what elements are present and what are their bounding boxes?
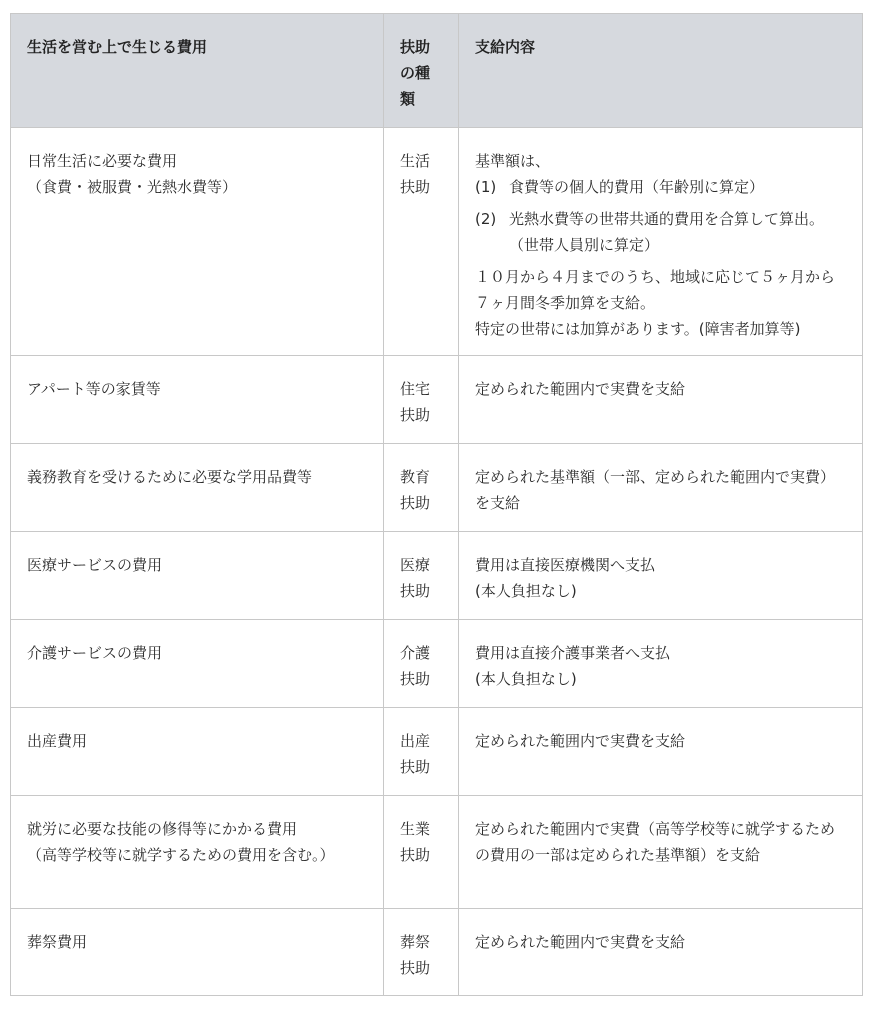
- table-row: [11, 128, 863, 356]
- expense-cell: アパート等の家賃等: [11, 356, 384, 444]
- table-row: [11, 796, 863, 909]
- benefit-line: 費用は直接医療機関へ支払: [475, 556, 656, 574]
- assistance-type-cell: 葬祭扶助: [384, 909, 459, 996]
- assistance-type-cell: 住宅扶助: [384, 356, 459, 444]
- table-row: [11, 444, 863, 532]
- benefit-item: [475, 174, 846, 200]
- table-row: [11, 620, 863, 708]
- expense-cell: 介護サービスの費用: [11, 620, 384, 708]
- benefit-note: 特定の世帯には加算があります。(障害者加算等): [475, 320, 801, 338]
- expense-cell: 葬祭費用: [11, 909, 384, 996]
- header-assistance-type: 扶助の種類: [384, 14, 459, 128]
- assistance-type-cell: 出産扶助: [384, 708, 459, 796]
- benefit-line: 費用は直接介護事業者へ支払: [475, 644, 671, 662]
- expense-cell: 医療サービスの費用: [11, 532, 384, 620]
- item-text: 光熱水費等の世帯共通的費用を合算して算出。（世帯人員別に算定）: [509, 210, 825, 254]
- item-text: 食費等の個人的費用（年齢別に算定）: [509, 178, 765, 196]
- benefit-line: (本人負担なし): [475, 670, 577, 688]
- assistance-type-cell: 医療扶助: [384, 532, 459, 620]
- benefit-item: [475, 206, 846, 258]
- benefit-content-cell: 定められた範囲内で実費（高等学校等に就学するための費用の一部は定められた基準額）を支給: [459, 796, 863, 909]
- expense-cell: [11, 128, 384, 356]
- assistance-type-cell: 生業扶助: [384, 796, 459, 909]
- assistance-type-cell: 教育扶助: [384, 444, 459, 532]
- benefit-content-cell: 定められた範囲内で実費を支給: [459, 909, 863, 996]
- header-benefit-content: 支給内容: [459, 14, 863, 128]
- expense-line: 就労に必要な技能の修得等にかかる費用: [27, 820, 298, 838]
- table-row: [11, 909, 863, 996]
- benefit-content-cell: [459, 128, 863, 356]
- expense-line: （高等学校等に就学するための費用を含む。）: [27, 846, 335, 864]
- item-number: (1): [475, 178, 497, 196]
- expense-line: （食費・被服費・光熱水費等）: [27, 178, 238, 196]
- item-number: (2): [475, 210, 497, 228]
- table-row: [11, 356, 863, 444]
- table-row: [11, 708, 863, 796]
- benefit-content-cell: [459, 620, 863, 708]
- table-row: [11, 532, 863, 620]
- assistance-table: [10, 13, 863, 996]
- benefit-content-cell: 定められた範囲内で実費を支給: [459, 356, 863, 444]
- benefit-note: １０月から４月までのうち、地域に応じて５ヶ月から７ヶ月間冬季加算を支給。: [475, 268, 836, 312]
- benefit-content-cell: 定められた範囲内で実費を支給: [459, 708, 863, 796]
- assistance-type-cell: 生活扶助: [384, 128, 459, 356]
- expense-cell: 出産費用: [11, 708, 384, 796]
- benefit-content-cell: [459, 532, 863, 620]
- expense-line: 日常生活に必要な費用: [27, 152, 178, 170]
- table-header-row: [11, 14, 863, 128]
- assistance-type-cell: 介護扶助: [384, 620, 459, 708]
- benefit-line: (本人負担なし): [475, 582, 577, 600]
- benefit-intro: 基準額は、: [475, 152, 551, 170]
- expense-cell: 義務教育を受けるために必要な学用品費等: [11, 444, 384, 532]
- expense-cell: [11, 796, 384, 909]
- benefit-content-cell: 定められた基準額（一部、定められた範囲内で実費）を支給: [459, 444, 863, 532]
- header-expense: 生活を営む上で生じる費用: [11, 14, 384, 128]
